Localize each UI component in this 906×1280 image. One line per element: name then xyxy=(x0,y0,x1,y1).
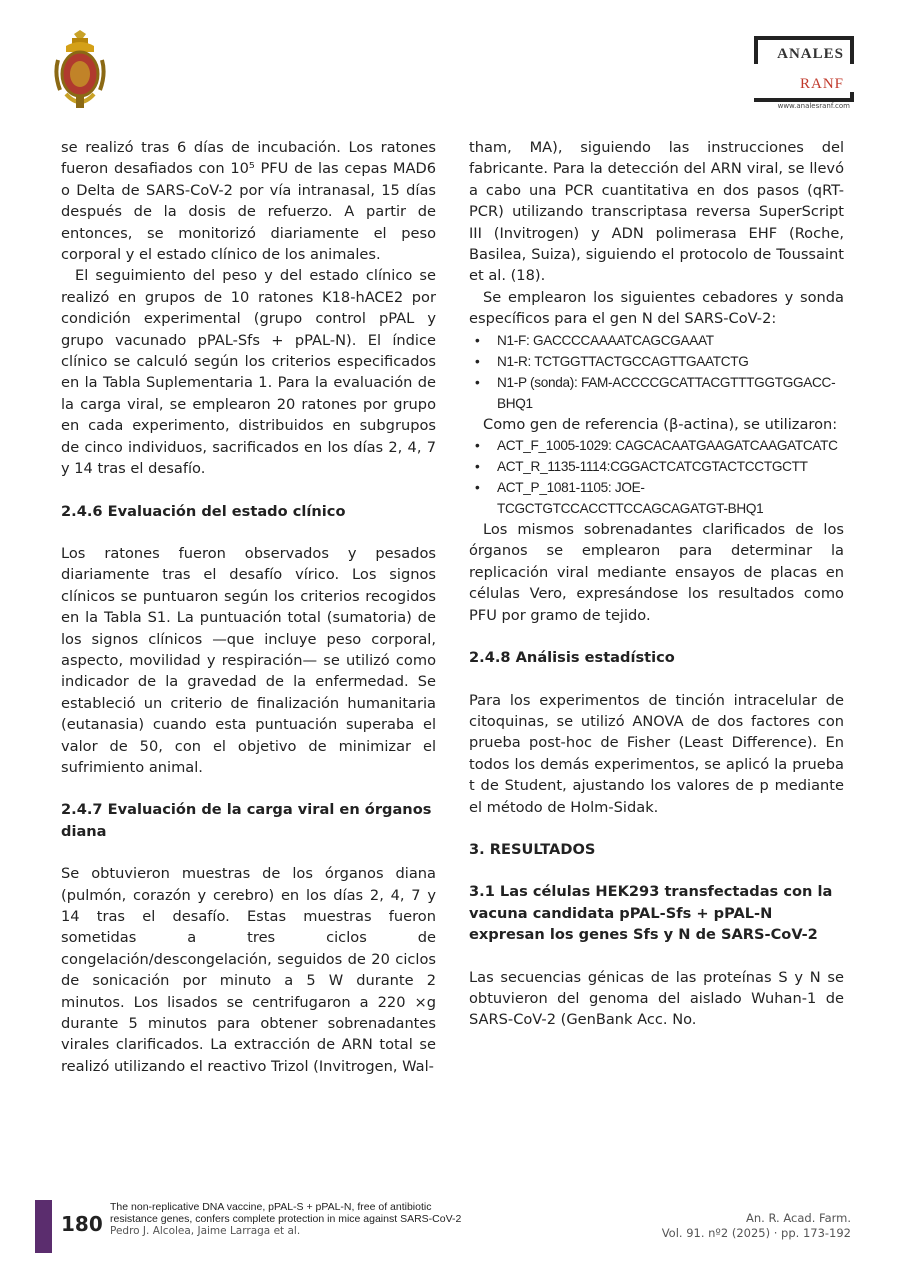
right-column xyxy=(469,137,844,1031)
left-column xyxy=(61,137,436,1077)
paragraph: Las secuencias génicas de las proteínas S y N se obtuvieron del genoma del aislado Wuhan-1 de SARS-CoV-2 (GenBank Acc. No. xyxy=(469,968,844,1029)
paragraph: Como gen de referencia (β-actina), se utilizaron: xyxy=(483,415,838,433)
list-item: • ACT_F_1005-1029: CAGCACAATGAAGATCAAGATCATC xyxy=(497,435,844,456)
journal-citation xyxy=(662,1211,851,1241)
logo-url: www.analesranf.com xyxy=(777,102,850,110)
page-number: 180 xyxy=(61,1212,103,1236)
section-heading: 3. RESULTADOS xyxy=(469,840,596,858)
journal-volume: Vol. 91. nº2 (2025) · pp. 173-192 xyxy=(661,1226,851,1240)
section-heading: 2.4.7 Evaluación de la carga viral en órganos diana xyxy=(61,801,432,840)
paragraph: Se emplearon los siguientes cebadores y sonda específicos para el gen N del SARS-CoV-2: xyxy=(469,288,844,328)
list-item: • N1-P (sonda): FAM-ACCCCGCATTACGTTTGGTGGACC-BHQ1 xyxy=(497,372,844,414)
paragraph: Los ratones fueron observados y pesados diariamente tras el desafío vírico. Los signos clínicos se puntuaron según los criterios recogidos en la Tabla S1. La puntuación total (sumatoria) de los signos clínicos —que incluye peso corporal, aspecto, movilidad y respiración— se utilizó como indicador de la gravedad de la enfermedad. Se estableció un criterio de finalización humanitaria (eutanasia) cuando esta puntuación superaba el valor de 50, con el objetivo de minimizar el sufrimiento animal. xyxy=(61,544,436,776)
academy-crest-icon xyxy=(52,30,108,112)
list-item: • N1-F: GACCCCAAAATCAGCGAAAT xyxy=(497,330,844,351)
paragraph: El seguimiento del peso y del estado clínico se realizó en grupos de 10 ratones K18-hACE2 por condición experimental (grupo control pPAL y grupo vacunado pPAL-Sfs + pPAL-N). El índice clínico se calculó según los criterios especificados en la Tabla Suplementaria 1. Para la evaluación de la carga viral, se emplearon 20 ratones por grupo en cada experimento, distribuidos en subgrupos de cinco individuos, sacrificados en los días 2, 4, 7 y 14 tras el desafío. xyxy=(61,267,436,478)
logo-word-ranf: RANF xyxy=(799,76,844,92)
section-heading: 2.4.8 Análisis estadístico xyxy=(469,649,675,667)
journal-name: An. R. Acad. Farm. xyxy=(746,1211,851,1225)
section-heading: 3.1 Las células HEK293 transfectadas con la vacuna candidata pPAL-Sfs + pPAL-N expresan los genes Sfs y N de SARS-CoV-2 xyxy=(469,883,833,944)
list-item: • ACT_R_1135-1114:CGGACTCATCGTACTCCTGCTT xyxy=(497,456,844,477)
logo-word-anales: ANALES xyxy=(773,46,848,63)
paragraph: Los mismos sobrenadantes clarificados de los órganos se emplearon para determinar la replicación viral mediante ensayos de placas en células Vero, expresándose los resultados como PFU por gramo de tejido. xyxy=(469,521,844,624)
article-title: The non-replicative DNA vaccine, pPAL-S + pPAL-N, free of antibiotic resistance genes, confers complete protection in mice against SARS-CoV-2 xyxy=(110,1201,462,1225)
primer-list-actin xyxy=(469,435,844,519)
running-footer xyxy=(110,1201,470,1237)
section-heading: 2.4.6 Evaluación del estado clínico xyxy=(61,502,346,520)
journal-logo xyxy=(744,36,854,116)
paragraph: Se obtuvieron muestras de los órganos diana (pulmón, corazón y cerebro) en los días 2, 4, 7 y 14 tras el desafío. Estas muestras fueron sometidas a tres ciclos de congelación/descongelación, seguidos de 20 ciclos de sonicación por minuto a 5 W durante 2 minutos. Los lisados se centrifugaron a 220 ×g durante 5 minutos para obtener sobrenadantes virales clarificados. La extracción de ARN total se realizó utilizando el reactivo Trizol (Invitrogen, Wal- xyxy=(61,865,436,1075)
article-authors: Pedro J. Alcolea, Jaime Larraga et al. xyxy=(110,1225,301,1237)
list-item: • N1-R: TCTGGTTACTGCCAGTTGAATCTG xyxy=(497,351,844,372)
paragraph: Para los experimentos de tinción intracelular de citoquinas, se utilizó ANOVA de dos factores con prueba post-hoc de Fisher (Least Difference). En todos los demás experimentos, se aplicó la prueba t de Student, ajustando los valores de p mediante el método de Holm-Sidak. xyxy=(469,691,844,816)
paragraph: se realizó tras 6 días de incubación. Los ratones fueron desafiados con 10⁵ PFU de las cepas MAD6 o Delta de SARS-CoV-2 por vía intranasal, 15 días después de la dosis de refuerzo. A partir de entonces, se monitorizó diariamente el peso corporal y el estado clínico de los animales. xyxy=(61,139,436,264)
logo-frame-bottom xyxy=(754,92,854,102)
paragraph: tham, MA), siguiendo las instrucciones del fabricante. Para la detección del ARN viral, se llevó a cabo una PCR cuantitativa en dos pasos (qRT-PCR) utilizando transcriptasa reversa SuperScript III (Invitrogen) y ADN polimerasa EHF (Roche, Basilea, Suiza), siguiendo el protocolo de Toussaint et al. (18). xyxy=(469,139,844,285)
primer-list-n xyxy=(469,330,844,414)
footer-accent-bar xyxy=(35,1200,52,1253)
list-item: • ACT_P_1081-1105: JOE-TCGCTGTCCACCTTCCAGCAGATGT-BHQ1 xyxy=(497,477,844,519)
